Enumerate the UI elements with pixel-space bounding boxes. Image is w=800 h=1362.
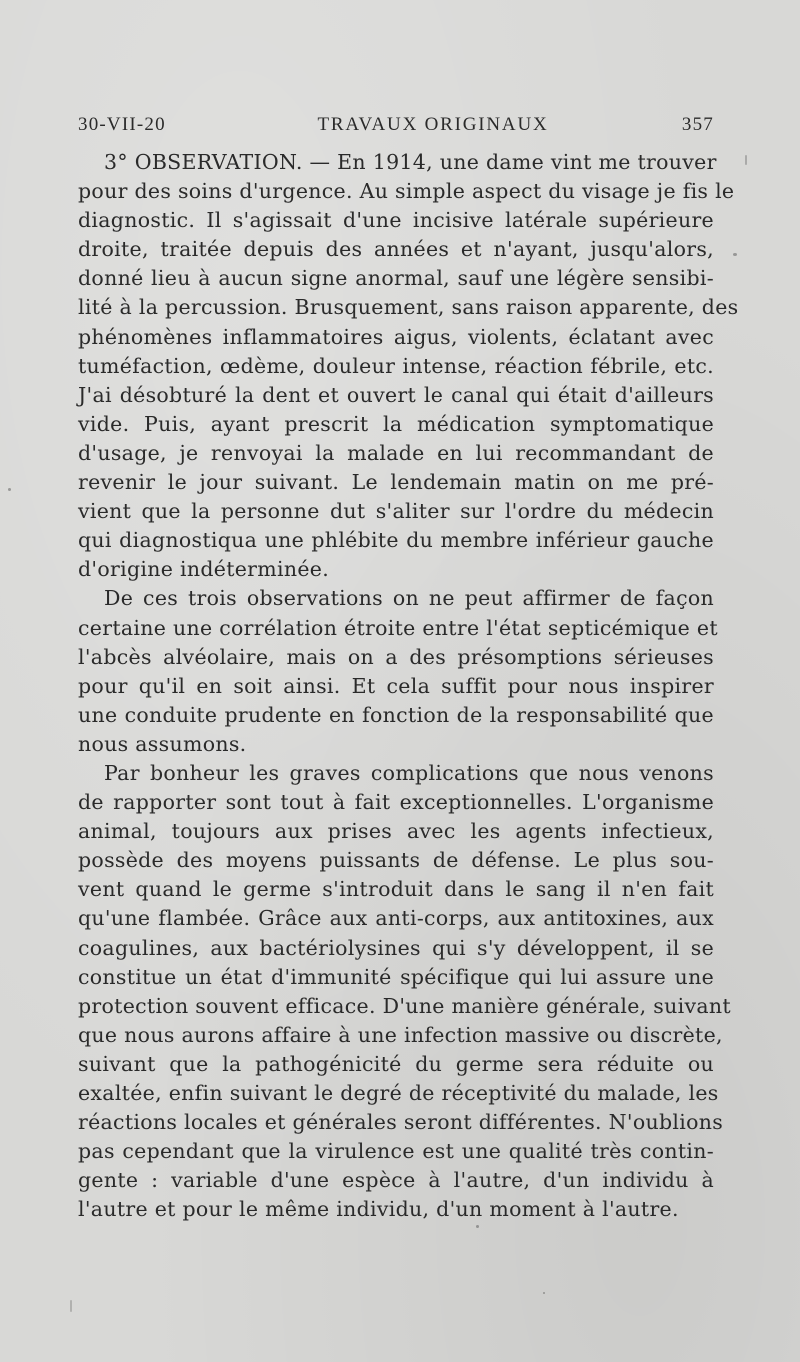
text-line: revenir le jour suivant. Le lendemain matin on me pré- xyxy=(78,470,714,495)
paper-speck xyxy=(745,155,747,165)
text-line: tuméfaction, œdème, douleur intense, réaction fébrile, etc. xyxy=(78,353,714,378)
text-line: certaine une corrélation étroite entre l'état septicémique et xyxy=(78,615,718,640)
text-line: donné lieu à aucun signe anormal, sauf une légère sensibi- xyxy=(78,266,714,291)
text-line: vide. Puis, ayant prescrit la médication symptomatique xyxy=(78,411,714,436)
text-line: J'ai désobturé la dent et ouvert le canal qui était d'ailleurs xyxy=(78,382,714,407)
body-text xyxy=(78,148,739,1224)
text-line: exaltée, enfin suivant le degré de réceptivité du malade, les xyxy=(78,1081,719,1105)
text-line: vient que la personne dut s'aliter sur l'ordre du médecin xyxy=(78,499,714,524)
text-line: que nous aurons affaire à une infection massive ou discrète, xyxy=(78,1022,723,1047)
text-line: pour qu'il en soit ainsi. Et cela suffit pour nous inspirer xyxy=(78,673,714,698)
text-line: une conduite prudente en fonction de la responsabilité que xyxy=(78,702,714,727)
text-line: l'autre et pour le même individu, d'un moment à l'autre. xyxy=(78,1197,679,1222)
text-line: gente : variable d'une espèce à l'autre, d'un individu à xyxy=(78,1168,714,1193)
text-line: d'origine indéterminée. xyxy=(78,557,330,582)
text-line: vent quand le germe s'introduit dans le sang il n'en fait xyxy=(78,877,714,902)
paper-speck xyxy=(70,1300,72,1312)
header-date: 30-VII-20 xyxy=(78,114,166,135)
text-line: De ces trois observations on ne peut affirmer de façon xyxy=(104,586,714,611)
text-line: possède des moyens puissants de défense. Le plus sou- xyxy=(78,848,714,873)
text-line: pas cependant que la virulence est une qualité très contin- xyxy=(78,1139,714,1164)
running-header xyxy=(78,114,714,144)
text-line: constitue un état d'immunité spécifique qui lui assure une xyxy=(78,964,714,989)
text-line: d'usage, je renvoyai la malade en lui recommandant de xyxy=(78,440,714,465)
text-line: protection souvent efficace. D'une manière générale, suivant xyxy=(78,993,731,1018)
text-line: de rapporter sont tout à fait exceptionnelles. L'organisme xyxy=(78,790,714,815)
text-line: coagulines, aux bactériolysines qui s'y développent, il se xyxy=(78,935,714,960)
text-line: animal, toujours aux prises avec les agents infectieux, xyxy=(78,819,714,844)
text-line: qu'une flambée. Grâce aux anti-corps, aux antitoxines, aux xyxy=(78,906,714,931)
text-line: Par bonheur les graves complications que nous venons xyxy=(104,760,714,785)
text-line: droite, traitée depuis des années et n'ayant, jusqu'alors, xyxy=(78,237,714,262)
paper-speck xyxy=(543,1292,545,1294)
page-number: 357 xyxy=(681,114,714,135)
text-line: 3° OBSERVATION. — En 1914, une dame vint me trouver xyxy=(104,150,717,174)
text-line: suivant que la pathogénicité du germe sera réduite ou xyxy=(78,1051,714,1076)
text-line: pour des soins d'urgence. Au simple aspect du visage je fis le xyxy=(78,179,735,204)
text-line: diagnostic. Il s'agissait d'une incisive latérale supérieure xyxy=(78,208,714,233)
text-line: l'abcès alvéolaire, mais on a des présomptions sérieuses xyxy=(78,644,714,669)
header-section-title: TRAVAUX ORIGINAUX xyxy=(317,114,549,135)
text-line: lité à la percussion. Brusquement, sans raison apparente, des xyxy=(78,295,739,320)
text-line: qui diagnostiqua une phlébite du membre inférieur gauche xyxy=(78,528,714,553)
text-line: phénomènes inflammatoires aigus, violents, éclatant avec xyxy=(78,324,714,349)
text-line: réactions locales et générales seront différentes. N'oublions xyxy=(78,1110,724,1135)
paper-speck xyxy=(8,488,11,491)
text-line: nous assumons. xyxy=(78,731,247,756)
paper-speck xyxy=(733,253,737,256)
paper-speck xyxy=(476,1225,479,1228)
